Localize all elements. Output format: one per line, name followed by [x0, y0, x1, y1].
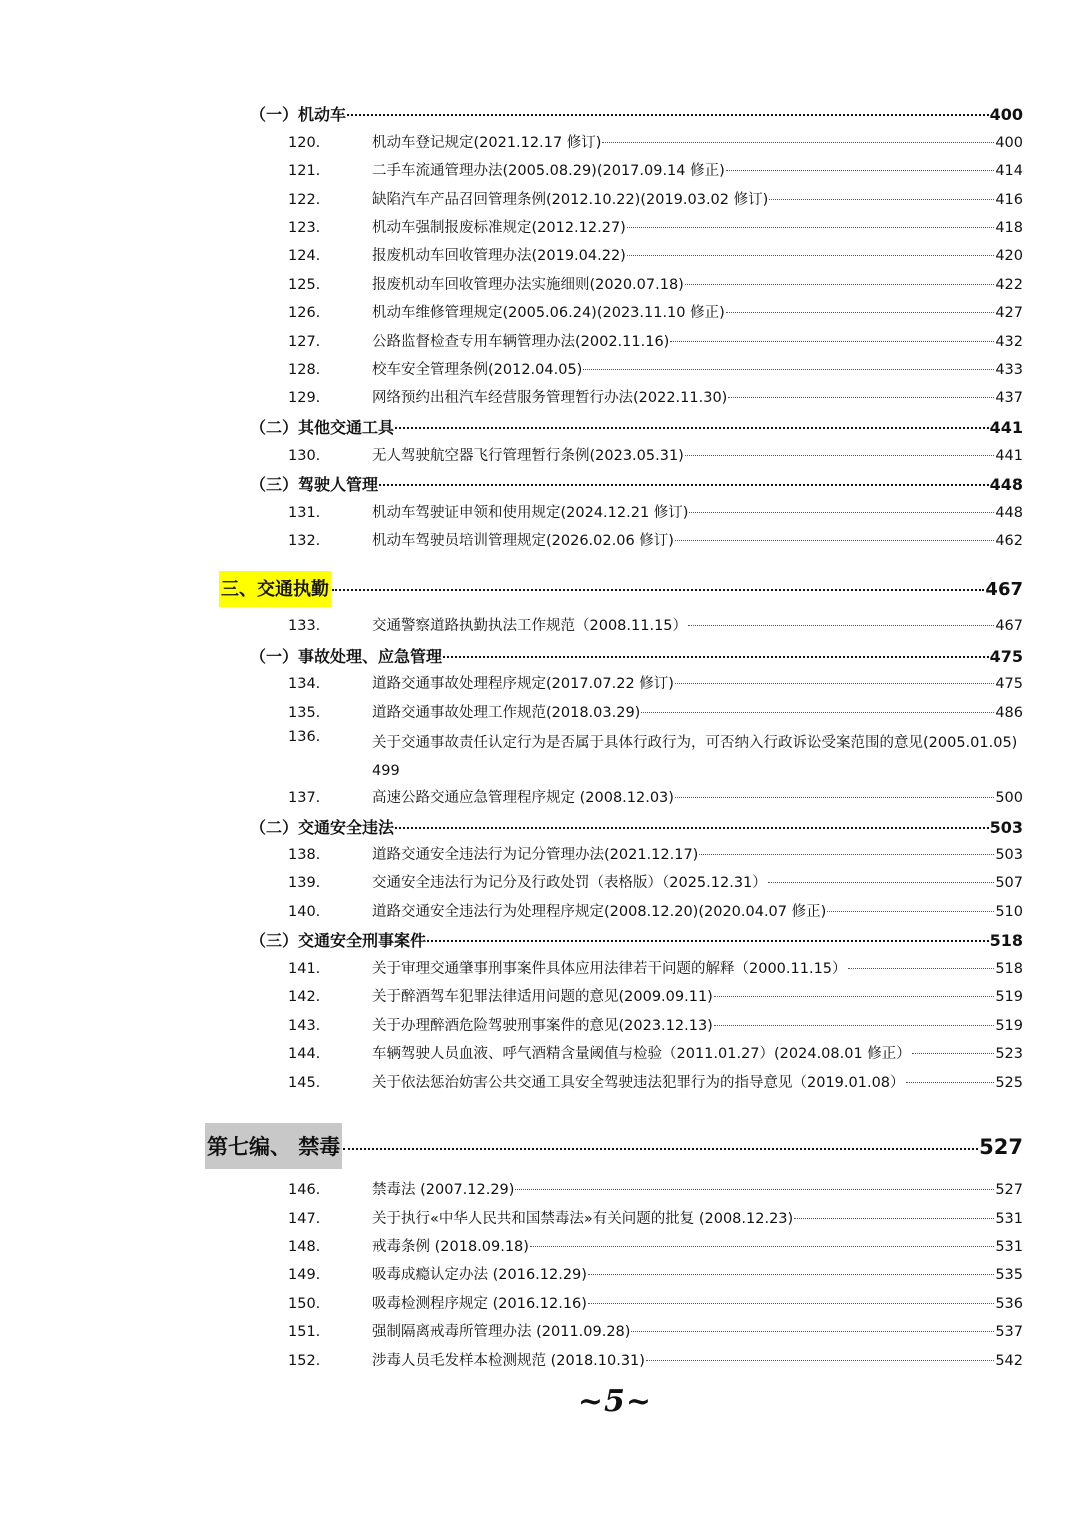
entry-number: 132.	[288, 533, 321, 549]
toc-entry[interactable]	[288, 301, 1023, 322]
heading-title: （三）驾驶人管理	[250, 475, 379, 494]
heading-page-number: 475	[989, 647, 1023, 666]
leader-dots	[627, 227, 994, 228]
entry-title: 网络预约出租汽车经营服务管理暂行办法(2022.11.30)	[372, 390, 728, 406]
entry-title: 道路交通事故处理程序规定(2017.07.22 修订)	[372, 676, 674, 692]
toc-entry[interactable]	[288, 131, 1023, 152]
toc-subsection-heading[interactable]	[250, 415, 1023, 438]
entry-page-number: 416	[995, 192, 1023, 208]
entry-number: 147.	[288, 1211, 321, 1227]
leader-dots	[699, 854, 994, 855]
entry-number: 150.	[288, 1296, 321, 1312]
toc-entry[interactable]	[288, 701, 1023, 722]
entry-number: 138.	[288, 847, 321, 863]
toc-entry[interactable]	[288, 216, 1023, 237]
toc-entry[interactable]	[288, 871, 1023, 892]
heading-page-number: 527	[979, 1135, 1023, 1159]
entry-title: 关于执行«中华人民共和国禁毒法»有关问题的批复 (2008.12.23)	[372, 1211, 794, 1227]
entry-number: 146.	[288, 1182, 321, 1198]
toc-entry[interactable]	[288, 444, 1023, 465]
leader-dots	[685, 284, 994, 285]
entry-title: 报废机动车回收管理办法实施细则(2020.07.18)	[372, 277, 684, 293]
entry-page-number: 523	[995, 1046, 1023, 1062]
toc-entry[interactable]	[288, 957, 1023, 978]
entry-number: 141.	[288, 961, 321, 977]
entry-number: 139.	[288, 875, 321, 891]
entry-number: 152.	[288, 1353, 321, 1369]
entry-page-number: 462	[995, 533, 1023, 549]
heading-page-number: 400	[989, 105, 1023, 124]
entry-title: 高速公路交通应急管理程序规定 (2008.12.03)	[372, 790, 674, 806]
entry-title: 吸毒检测程序规定 (2016.12.16)	[372, 1296, 587, 1312]
entry-title: 关于办理醉酒危险驾驶刑事案件的意见(2023.12.13)	[372, 1018, 713, 1034]
entry-number: 143.	[288, 1018, 321, 1034]
entry-title: 二手车流通管理办法(2005.08.29)(2017.09.14 修正)	[372, 163, 725, 179]
leader-dots	[530, 1246, 994, 1247]
entry-title: 关于审理交通肇事刑事案件具体应用法律若干问题的解释（2000.11.15）	[372, 961, 847, 977]
heading-title: （一）事故处理、应急管理	[250, 647, 443, 666]
entry-number: 135.	[288, 705, 321, 721]
toc-entry[interactable]	[288, 330, 1023, 351]
entry-title: 禁毒法 (2007.12.29)	[372, 1182, 515, 1198]
entry-page-number: 536	[995, 1296, 1023, 1312]
toc-entry[interactable]	[288, 843, 1023, 864]
entry-number: 122.	[288, 192, 321, 208]
entry-page-number: 418	[995, 220, 1023, 236]
entry-page-number: 441	[995, 448, 1023, 464]
leader-dots	[343, 1148, 978, 1150]
leader-dots	[347, 114, 989, 116]
entry-title-text: 关于交通事故责任认定行为是否属于具体行政行为，可否纳入行政诉讼受案范围的意见(2005.01.05)	[372, 735, 1018, 751]
leader-dots	[827, 911, 994, 912]
entry-title: 涉毒人员毛发样本检测规范 (2018.10.31)	[372, 1353, 645, 1369]
entry-page-number: 433	[995, 362, 1023, 378]
leader-dots	[675, 797, 994, 798]
entry-title: 车辆驾驶人员血液、呼气酒精含量阈值与检验（2011.01.27）(2024.08.01 修正）	[372, 1046, 911, 1062]
entry-number: 127.	[288, 334, 321, 350]
entry-page-number: 525	[995, 1075, 1023, 1091]
leader-dots	[443, 656, 989, 658]
leader-dots	[769, 199, 994, 200]
entry-number: 123.	[288, 220, 321, 236]
toc-entry[interactable]	[288, 1349, 1023, 1370]
toc-entry[interactable]	[288, 244, 1023, 265]
entry-page-number: 420	[995, 248, 1023, 264]
leader-dots	[726, 170, 995, 171]
leader-dots	[515, 1189, 994, 1190]
heading-title: 三、交通执勤	[219, 571, 331, 607]
entry-page-number: 448	[995, 505, 1023, 521]
entry-title: 机动车登记规定(2021.12.17 修订)	[372, 135, 602, 151]
entry-title: 机动车驾驶证申领和使用规定(2024.12.21 修订)	[372, 505, 689, 521]
leader-dots	[583, 369, 994, 370]
entry-number: 130.	[288, 448, 321, 464]
toc-subsection-heading[interactable]	[250, 644, 1023, 667]
entry-page-number: 518	[995, 961, 1023, 977]
entry-number: 124.	[288, 248, 321, 264]
toc-entry[interactable]	[288, 1235, 1023, 1256]
entry-page-number: 503	[995, 847, 1023, 863]
leader-dots	[588, 1303, 994, 1304]
entry-number: 142.	[288, 989, 321, 1005]
leader-dots	[848, 968, 995, 969]
leader-dots	[427, 940, 989, 942]
entry-page-number: 542	[995, 1353, 1023, 1369]
entry-number: 126.	[288, 305, 321, 321]
toc-entry[interactable]	[288, 672, 1023, 693]
leader-dots	[631, 1331, 994, 1332]
entry-title: 吸毒成瘾认定办法 (2016.12.29)	[372, 1267, 587, 1283]
entry-page-number: 432	[995, 334, 1023, 350]
entry-title: 关于醉酒驾车犯罪法律适用问题的意见(2009.09.11)	[372, 989, 713, 1005]
entry-title: 道路交通事故处理工作规范(2018.03.29)	[372, 705, 641, 721]
toc-entry[interactable]	[288, 358, 1023, 379]
heading-title: （二）其他交通工具	[250, 418, 395, 437]
entry-title: 交通安全违法行为记分及行政处罚（表格版）（2025.12.31）	[372, 875, 767, 891]
entry-page-number: 467	[995, 618, 1023, 634]
leader-dots	[685, 455, 994, 456]
entry-page-number: 527	[995, 1182, 1023, 1198]
leader-dots	[675, 540, 994, 541]
toc-part-heading[interactable]	[205, 1123, 1023, 1169]
entry-number: 128.	[288, 362, 321, 378]
entry-title: 道路交通安全违法行为记分管理办法(2021.12.17)	[372, 847, 699, 863]
leader-dots	[332, 589, 984, 591]
entry-page-number: 510	[995, 904, 1023, 920]
entry-page-number: 475	[995, 676, 1023, 692]
entry-page-number: 486	[995, 705, 1023, 721]
toc-section-heading[interactable]	[219, 571, 1023, 607]
entry-page-number: 400	[995, 135, 1023, 151]
entry-page-number: 535	[995, 1267, 1023, 1283]
entry-title: 道路交通安全违法行为处理程序规定(2008.12.20)(2020.04.07 修正)	[372, 904, 827, 920]
leader-dots	[714, 996, 994, 997]
heading-page-number: 503	[989, 818, 1023, 837]
entry-number: 125.	[288, 277, 321, 293]
entry-number: 136.	[288, 729, 321, 745]
entry-number: 149.	[288, 1267, 321, 1283]
toc-entry[interactable]	[288, 1207, 1023, 1228]
toc-entry[interactable]	[288, 1292, 1023, 1313]
entry-page-number: 427	[995, 305, 1023, 321]
toc-entry[interactable]	[288, 386, 1023, 407]
leader-dots	[675, 683, 994, 684]
entry-page-number: 500	[995, 790, 1023, 806]
leader-dots	[794, 1218, 994, 1219]
entry-page-number: 422	[995, 277, 1023, 293]
entry-title: 交通警察道路执勤执法工作规范（2008.11.15）	[372, 618, 688, 634]
entry-page-number: 537	[995, 1324, 1023, 1340]
toc-subsection-heading[interactable]	[250, 472, 1023, 495]
leader-dots	[602, 142, 994, 143]
entry-number: 120.	[288, 135, 321, 151]
toc-subsection-heading[interactable]	[250, 102, 1023, 125]
heading-title: （二）交通安全违法	[250, 818, 395, 837]
leader-dots	[768, 882, 995, 883]
leader-dots	[646, 1360, 994, 1361]
entry-number: 145.	[288, 1075, 321, 1091]
entry-page-number: 499	[372, 763, 400, 779]
leader-dots	[588, 1274, 994, 1275]
toc-entry[interactable]	[288, 501, 1023, 522]
toc-entry[interactable]	[288, 1014, 1023, 1035]
leader-dots	[688, 625, 994, 626]
entry-number: 121.	[288, 163, 321, 179]
toc-entry[interactable]	[288, 1042, 1023, 1063]
leader-dots	[641, 712, 994, 713]
leader-dots	[912, 1053, 995, 1054]
leader-dots	[689, 512, 994, 513]
entry-title: 关于依法惩治妨害公共交通工具安全驾驶违法犯罪行为的指导意见（2019.01.08）	[372, 1075, 905, 1091]
entry-number: 131.	[288, 505, 321, 521]
toc-subsection-heading[interactable]	[250, 928, 1023, 951]
leader-dots	[670, 341, 994, 342]
entry-title: 机动车强制报废标准规定(2012.12.27)	[372, 220, 626, 236]
entry-number: 140.	[288, 904, 321, 920]
heading-title: （三）交通安全刑事案件	[250, 931, 427, 950]
entry-page-number: 531	[995, 1211, 1023, 1227]
entry-title: 校车安全管理条例(2012.04.05)	[372, 362, 583, 378]
leader-dots	[728, 397, 994, 398]
entry-title	[372, 729, 1023, 785]
entry-number: 144.	[288, 1046, 321, 1062]
leader-dots	[906, 1082, 995, 1083]
toc-entry[interactable]	[288, 273, 1023, 294]
entry-title: 强制隔离戒毒所管理办法 (2011.09.28)	[372, 1324, 631, 1340]
leader-dots	[379, 484, 989, 486]
leader-dots	[395, 427, 989, 429]
toc-entry[interactable]	[288, 1263, 1023, 1284]
heading-title: 第七编、 禁毒	[205, 1123, 342, 1169]
toc-entry[interactable]	[288, 1071, 1023, 1092]
entry-title: 机动车维修管理规定(2005.06.24)(2023.11.10 修正)	[372, 305, 725, 321]
entry-number: 137.	[288, 790, 321, 806]
toc-entry[interactable]	[288, 900, 1023, 921]
heading-title: （一）机动车	[250, 105, 347, 124]
entry-title: 报废机动车回收管理办法(2019.04.22)	[372, 248, 626, 264]
leader-dots	[627, 255, 994, 256]
toc-entry[interactable]	[288, 1178, 1023, 1199]
toc-entry[interactable]	[288, 188, 1023, 209]
leader-dots	[726, 312, 995, 313]
heading-page-number: 448	[989, 475, 1023, 494]
toc-entry[interactable]	[288, 985, 1023, 1006]
entry-title: 公路监督检查专用车辆管理办法(2002.11.16)	[372, 334, 670, 350]
heading-page-number: 441	[989, 418, 1023, 437]
entry-number: 151.	[288, 1324, 321, 1340]
toc-entry[interactable]	[288, 1320, 1023, 1341]
entry-page-number: 519	[995, 989, 1023, 1005]
entry-page-number: 414	[995, 163, 1023, 179]
toc-subsection-heading[interactable]	[250, 815, 1023, 838]
page-number-footer: ~5~	[577, 1384, 653, 1419]
entry-page-number: 507	[995, 875, 1023, 891]
heading-page-number: 467	[985, 579, 1023, 600]
toc-entry[interactable]	[288, 614, 1023, 635]
entry-page-number: 531	[995, 1239, 1023, 1255]
entry-number: 129.	[288, 390, 321, 406]
entry-title: 缺陷汽车产品召回管理条例(2012.10.22)(2019.03.02 修订)	[372, 192, 769, 208]
toc-entry[interactable]	[288, 786, 1023, 807]
entry-number: 148.	[288, 1239, 321, 1255]
heading-page-number: 518	[989, 931, 1023, 950]
entry-page-number: 437	[995, 390, 1023, 406]
entry-title: 无人驾驶航空器飞行管理暂行条例(2023.05.31)	[372, 448, 684, 464]
entry-page-number: 519	[995, 1018, 1023, 1034]
entry-title: 机动车驾驶员培训管理规定(2026.02.06 修订)	[372, 533, 674, 549]
leader-dots	[395, 827, 989, 829]
entry-number: 134.	[288, 676, 321, 692]
toc-entry[interactable]	[288, 159, 1023, 180]
entry-title: 戒毒条例 (2018.09.18)	[372, 1239, 529, 1255]
leader-dots	[714, 1025, 994, 1026]
entry-number: 133.	[288, 618, 321, 634]
toc-entry[interactable]	[288, 529, 1023, 550]
